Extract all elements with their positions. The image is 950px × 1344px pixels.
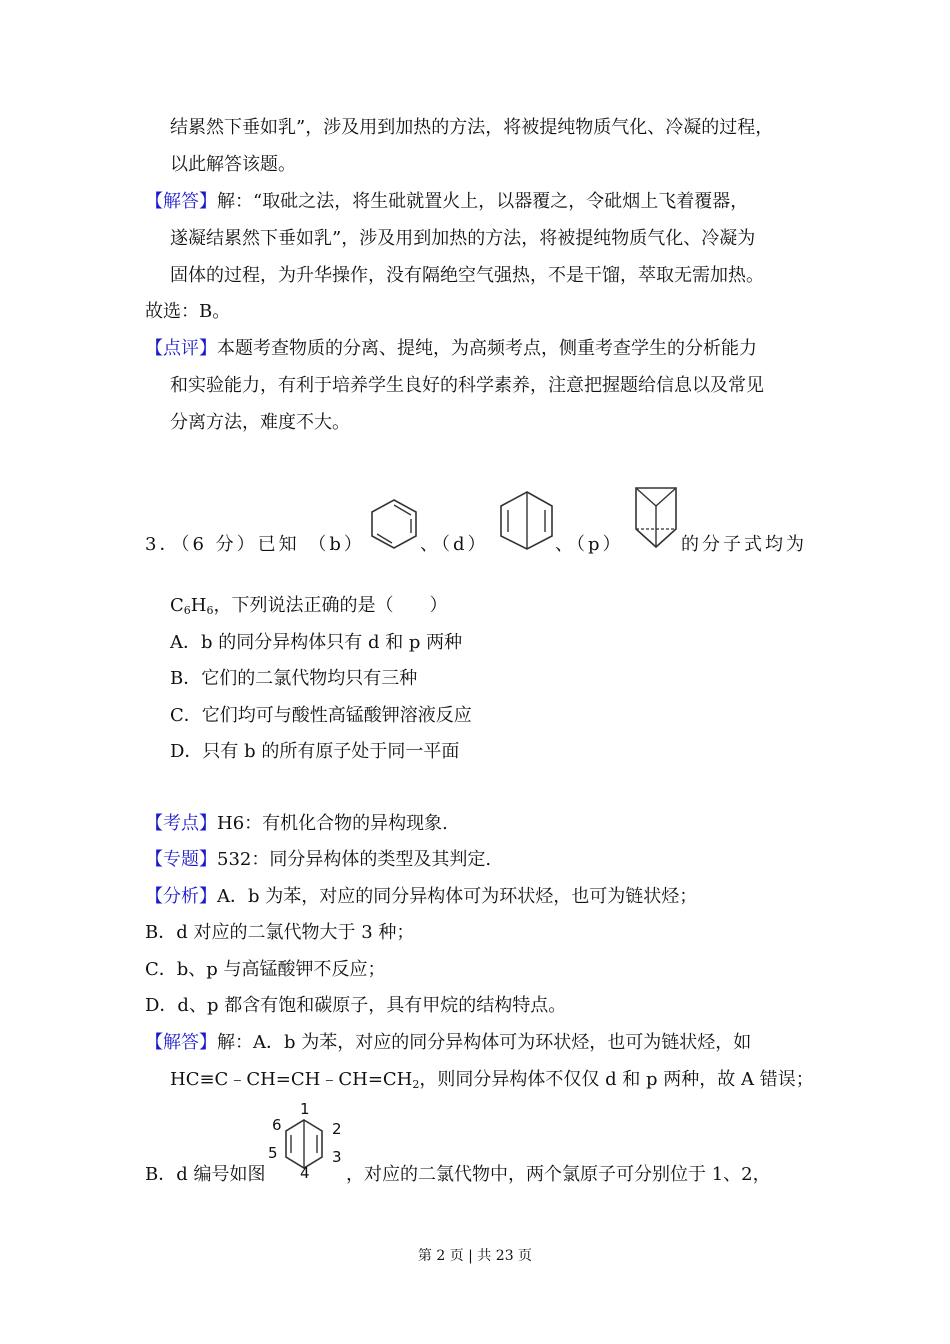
- review-line: [145, 337, 757, 361]
- text: 解：A．b 为苯，对应的同分异构体可为环状烃，也可为链状烃，如: [217, 1032, 752, 1053]
- text: A．b 为苯，对应的同分异构体可为环状烃，也可为链状烃；: [217, 886, 698, 907]
- text: 解：“取砒之法，将生砒就置火上，以器覆之，令砒烟上飞着覆器，: [217, 191, 749, 212]
- text-line: 分离方法，难度不大。: [170, 412, 350, 433]
- text-line: 以此解答该题。: [170, 154, 296, 175]
- text-line: 结累然下垂如乳”，涉及用到加热的方法，将被提纯物质气化、冷凝的过程，: [170, 117, 774, 138]
- label: 4: [300, 1164, 310, 1182]
- formula-line: [170, 594, 447, 618]
- option-d: D．只有 b 的所有原子处于同一平面: [170, 741, 460, 762]
- text-line: D．d、p 都含有饱和碳原子，具有甲烷的结构特点。: [145, 995, 567, 1016]
- kaodian-line: [145, 812, 448, 836]
- text: 本题考查物质的分离、提纯，为高频考点，侧重考查学生的分析能力: [217, 338, 757, 359]
- text-line: ，对应的二氯代物中，两个氯原子可分别位于 1、2，: [346, 1164, 771, 1185]
- question-stem-a: 3．（6 分）已知 （b）: [145, 534, 365, 555]
- text-line: B．d 对应的二氯代物大于 3 种；: [145, 922, 415, 943]
- numbered-dewar-figure: [266, 1098, 346, 1184]
- answer-tag: 【解答】: [145, 191, 217, 212]
- text-line: 固体的过程，为升华操作，没有隔绝空气强热，不是干馏，萃取无需加热。: [170, 265, 764, 286]
- option-c: C．它们均可与酸性高锰酸钾溶液反应: [170, 705, 472, 726]
- dewar-benzene-structure-icon: [283, 1118, 325, 1170]
- benzene-structure-icon: [368, 497, 420, 551]
- choice-line: 故选：B。: [145, 301, 231, 322]
- label: 2: [332, 1120, 342, 1138]
- text-line: 和实验能力，有利于培养学生良好的科学素养，注意把握题给信息以及常见: [170, 375, 764, 396]
- option-b: B．它们的二氯代物均只有三种: [170, 668, 418, 689]
- text-line: [170, 1068, 814, 1092]
- text: HC≡C﹣CH=CH﹣CH=CH: [170, 1069, 413, 1090]
- text-line: C．b、p 与高锰酸钾不反应；: [145, 959, 386, 980]
- text: 2: [412, 1078, 420, 1091]
- text: H6：有机化合物的异构现象.: [217, 813, 448, 834]
- question-stem-b: 、（d）: [420, 534, 489, 555]
- text: 532：同分异构体的类型及其判定.: [217, 849, 492, 870]
- text: 6: [183, 604, 191, 617]
- text-line: B．d 编号如图: [145, 1164, 266, 1185]
- question-stem-d: 的分子式均为: [681, 534, 807, 555]
- answer-line: [145, 190, 748, 214]
- text: H: [190, 595, 207, 616]
- label: 3: [332, 1148, 342, 1166]
- text: ，则同分异构体不仅仅 d 和 p 两种，故 A 错误；: [419, 1069, 814, 1090]
- zhuanti-line: [145, 848, 491, 872]
- label: 5: [268, 1144, 278, 1162]
- dewar-benzene-structure-icon: [498, 490, 556, 552]
- text: 6: [206, 604, 214, 617]
- text-line: 遂凝结累然下垂如乳”，涉及用到加热的方法，将被提纯物质气化、冷凝为: [170, 228, 756, 249]
- option-a: A．b 的同分异构体只有 d 和 p 两种: [170, 632, 463, 653]
- text: C: [170, 595, 184, 616]
- page-footer: 第 2 页 | 共 23 页: [417, 1248, 533, 1264]
- fenxi-tag: 【分析】: [145, 886, 217, 907]
- label: 6: [272, 1116, 282, 1134]
- jieda-line: [145, 1031, 751, 1055]
- jieda-tag: 【解答】: [145, 1032, 217, 1053]
- review-tag: 【点评】: [145, 338, 217, 359]
- zhuanti-tag: 【专题】: [145, 849, 217, 870]
- fenxi-line: [145, 885, 697, 909]
- prismane-structure-icon: [632, 484, 680, 550]
- label: 1: [300, 1100, 310, 1118]
- kaodian-tag: 【考点】: [145, 813, 217, 834]
- question-stem-c: 、（p）: [555, 534, 624, 555]
- text: ，下列说法正确的是（ ）: [213, 595, 448, 616]
